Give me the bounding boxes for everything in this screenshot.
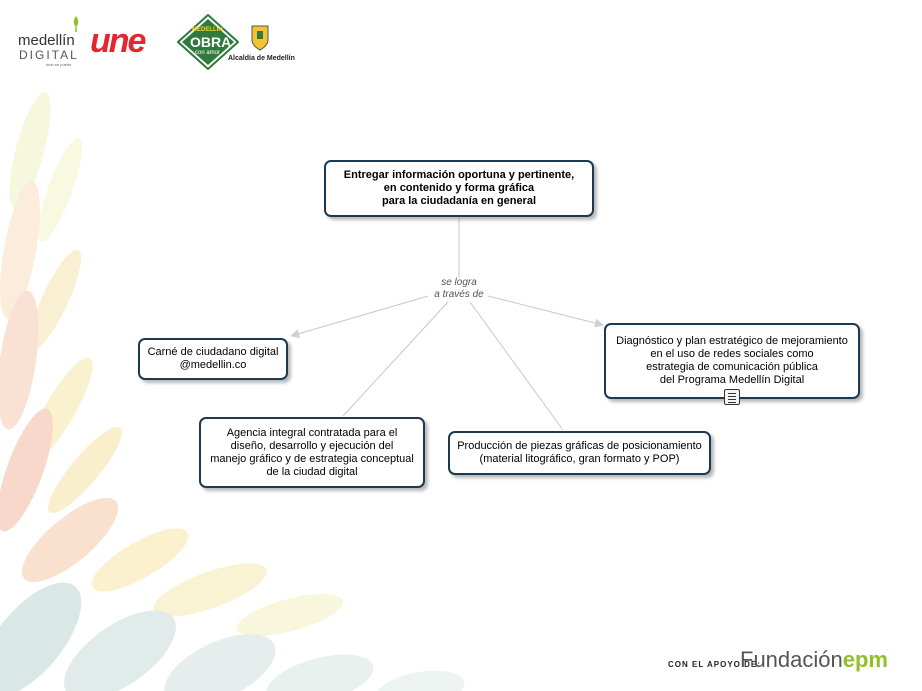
fundacion-epm-logo [740,647,888,673]
logo-obra-line3: con amor [195,50,221,56]
connector-to-agencia [343,302,448,416]
concept-agencia: Agencia integral contratada para el diseño, desarrollo y ejecución del manejo gráfico y de estrategia conceptual de la ciudad digital [199,417,425,488]
connector-to-produccion [470,302,563,430]
concept-diagnostico: Diagnóstico y plan estratégico de mejoramiento en el uso de redes sociales como estrategia de comunicación pública del Programa Medellín Digital [604,323,860,399]
connector-to-carne [291,296,428,336]
document-icon[interactable] [724,389,740,405]
logo-obra-line2: OBRA [190,34,232,50]
logo-medellin-tagline: todo se puede [46,62,72,67]
logo-medellin-line2: DIGITAL [19,48,79,62]
brand-suffix: epm [842,647,888,672]
logo-alcaldia-text: Alcaldía de Medellín [228,55,295,62]
logo-obra-line1: MEDELLÍN [192,27,223,33]
brand-prefix: Fundación [740,647,843,672]
concept-main: Entregar información oportuna y pertinente, en contenido y forma gráfica para la ciudadanía en general [324,160,594,217]
logo-medellin-line1: medellín [18,32,75,49]
concept-carne: Carné de ciudadano digital @medellin.co [138,338,288,380]
logo-une-text: une [90,22,145,60]
connector-to-diagnostico [488,296,603,325]
support-label: CON EL APOYO DE: [668,660,761,669]
link-label: se logra a través de [434,277,484,300]
concept-produccion: Producción de piezas gráficas de posicionamiento (material litográfico, gran formato y POP) [448,431,711,475]
